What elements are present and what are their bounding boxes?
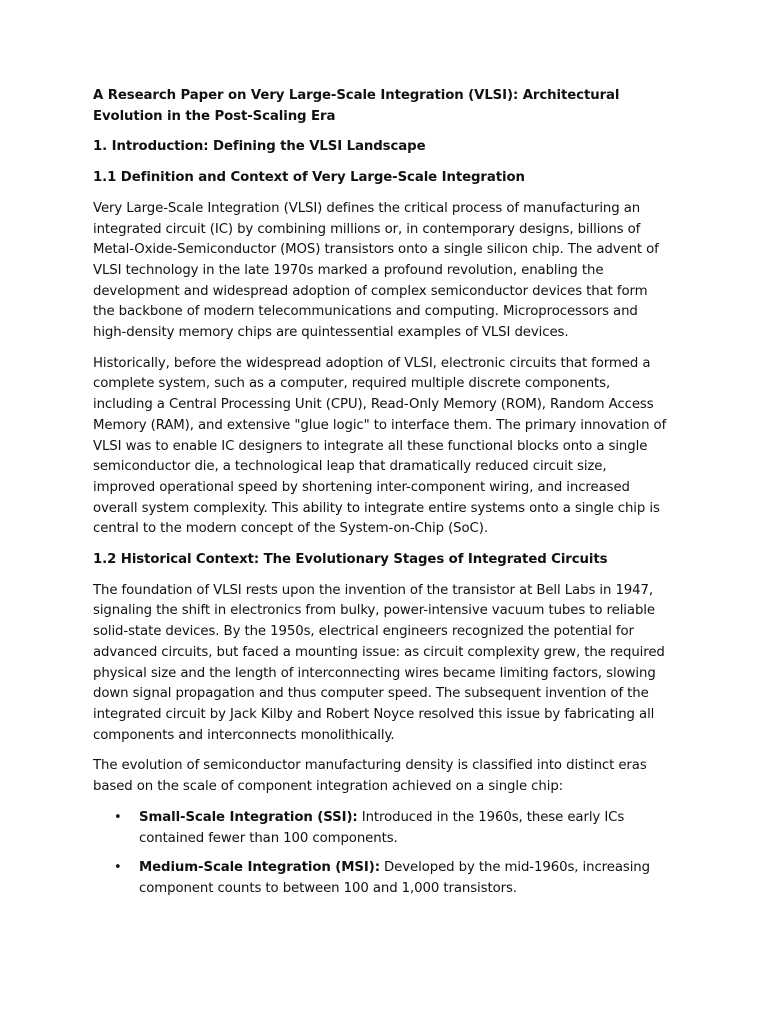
paragraph-integration-eras-intro: The evolution of semiconductor manufacturing density is classified into distinct eras based on the scale of component integration achieved on a single chip: bbox=[93, 758, 647, 795]
list-item-term: Small-Scale Integration (SSI): bbox=[139, 809, 358, 825]
paragraph-vlsi-definition: Very Large-Scale Integration (VLSI) defines the critical process of manufacturing an integrated circuit (IC) by combining millions or, in contemporary designs, billions of Metal-Oxide-Semiconductor (MOS) transistors onto a single silicon chip. The advent of VLSI technology in the late 1970s marked a profound revolution, enabling the development and widespread adoption of complex semiconductor devices that form the backbone of modern telecommunications and computing. Microprocessors and high-density memory chips are quintessential examples of VLSI devices. bbox=[93, 200, 659, 341]
bullet-icon: • bbox=[114, 860, 122, 876]
paragraph-vlsi-history: Historically, before the widespread adoption of VLSI, electronic circuits that formed a complete system, such as a computer, required multiple discrete components, including a Central Processing Unit (CPU), Read-Only Memory (ROM), Random Access Memory (RAM), and extensive "glue logic" to interface them. The primary innovation of VLSI was to enable IC designers to integrate all these functional blocks onto a single semiconductor die, a technological leap that dramatically reduced circuit size, improved operational speed by shortening inter-component wiring, and increased overall system complexity. This ability to integrate entire systems onto a single chip is central to the modern concept of the System-on-Chip (SoC). bbox=[93, 355, 667, 537]
list-item-text: Developed by the mid-1960s, increasing component counts to between 100 and 1,000 transistors. bbox=[139, 860, 650, 896]
document-title: A Research Paper on Very Large-Scale Integration (VLSI): Architectural Evolution in the Post-Scaling Era bbox=[93, 88, 620, 124]
bullet-icon: • bbox=[114, 809, 122, 825]
list-item bbox=[93, 858, 672, 899]
paragraph-transistor-foundation: The foundation of VLSI rests upon the invention of the transistor at Bell Labs in 1947, signaling the shift in electronics from bulky, power-intensive vacuum tubes to reliable solid-state devices. By the 1950s, electrical engineers recognized the potential for advanced circuits, but faced a mounting issue: as circuit complexity grew, the required physical size and the length of interconnecting wires became limiting factors, slowing down signal propagation and thus computer speed. The subsequent invention of the integrated circuit by Jack Kilby and Robert Noyce resolved this issue by fabricating all components and interconnects monolithically. bbox=[93, 582, 665, 743]
list-item bbox=[93, 808, 672, 849]
section-heading-introduction: 1. Introduction: Defining the VLSI Landscape bbox=[93, 139, 426, 155]
list-item-text: Introduced in the 1960s, these early ICs contained fewer than 100 components. bbox=[139, 809, 625, 846]
subsection-heading-historical-context: 1.2 Historical Context: The Evolutionary Stages of Integrated Circuits bbox=[93, 552, 608, 568]
list-item-term: Medium-Scale Integration (MSI): bbox=[139, 860, 380, 876]
integration-eras-list bbox=[93, 808, 672, 900]
subsection-heading-definition: 1.1 Definition and Context of Very Large-Scale Integration bbox=[93, 170, 525, 186]
